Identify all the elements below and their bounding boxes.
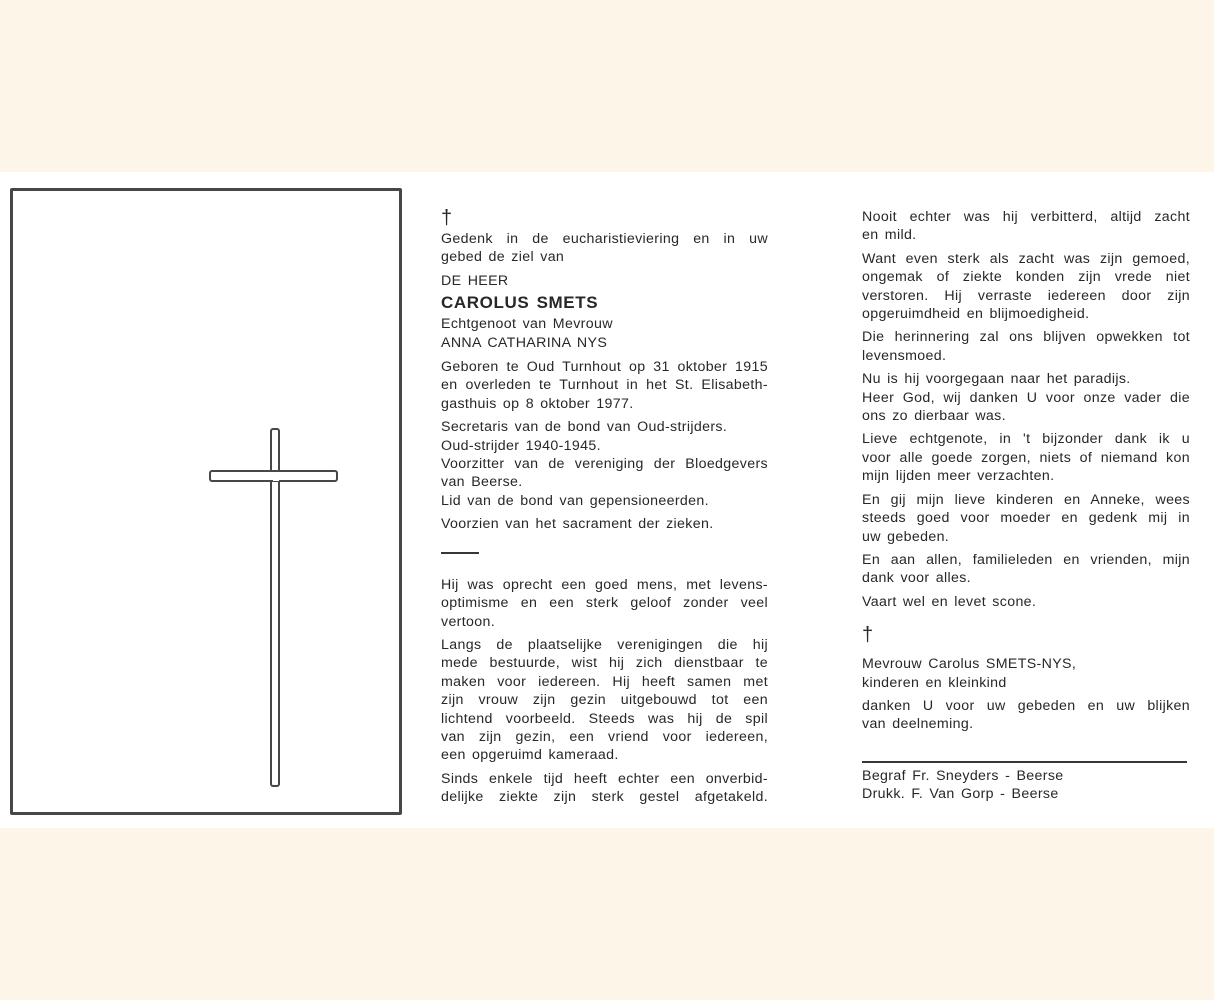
paragraph [862,208,1190,245]
line: ons zo dierbaar was. [862,408,1006,425]
intro-line: gebed de ziel van [441,249,565,266]
thanks-text [862,697,1190,734]
paragraph [862,370,1190,425]
memorial-card [0,172,1214,828]
role-line: van Beerse. [441,474,523,491]
credit-undertaker: Begraf Fr. Sneyders - Beerse [862,767,1064,784]
line: Lieve echtgenote, in 't bijzonder dank ik u [862,431,1190,448]
divider [862,761,1187,763]
farewell-text: Vaart wel en levet scone. [862,593,1037,610]
divider [441,552,479,554]
left-panel-frame [10,188,402,815]
line: danken U voor uw gebeden en uw blijken [862,697,1190,714]
line: en mild. [862,227,917,244]
line: lichtend voorbeeld. Steeds was hij de spil [441,710,768,727]
paragraph [862,328,1190,365]
sacrament-text: Voorzien van het sacrament der zieken. [441,516,714,533]
line: mijn lijden meer verzachten. [862,468,1055,485]
line: van zijn gezin, een vriend voor iedereen, [441,728,768,745]
line: Nu is hij voorgegaan naar het paradijs. [862,371,1131,388]
line: mede bestuurde, wist hij zich dienstbaar te [441,655,768,672]
paragraph [862,430,1190,485]
intro-line: Gedenk in de eucharistieviering en in uw [441,231,768,247]
line: opgeruimdheid en blijmoedigheid. [862,306,1090,323]
birth-death-text [441,358,768,413]
line: Heer God, wij danken U voor onze vader die [862,389,1190,406]
line: Mevrouw Carolus SMETS-NYS, [862,656,1077,673]
role-line: Voorzitter van de vereniging der Bloedgevers [441,456,768,473]
title: DE HEER [441,272,509,289]
role-line: Oud-strijder 1940-1945. [441,437,601,454]
line: steeds goed voor moeder en gedenk mij in [862,510,1190,527]
cross-joint [273,473,279,481]
line: ongemak of ziekte konden zijn vrede niet [862,269,1190,286]
line: Want even sterk als zacht was zijn gemoed, [862,250,1190,267]
line: delijke ziekte zijn sterk gestel afgetakeld. [441,789,768,806]
role-line: Lid van de bond van gepensioneerden. [441,492,709,509]
birth-line: en overleden te Turnhout in het St. Elisabeth- [441,377,768,394]
spouse-name: ANNA CATHARINA NYS [441,334,608,351]
text-column-left [441,208,768,812]
paragraph [441,576,768,631]
deceased-name: CAROLUS SMETS [441,293,599,313]
birth-line: Geboren te Oud Turnhout op 31 oktober 1915 [441,359,768,376]
text-column-right [862,208,1190,804]
paragraph [441,636,768,765]
line: levensmoed. [862,347,947,364]
line: En aan allen, familieleden en vrienden, mijn [862,551,1190,568]
line: En gij mijn lieve kinderen en Anneke, wees [862,491,1190,508]
birth-line: gasthuis op 8 oktober 1977. [441,395,634,412]
line: Langs de plaatselijke verenigingen die hij [441,636,768,653]
line: voor alle goede zorgen, niets of niemand kon [862,449,1190,466]
dagger-icon: † [441,207,453,229]
roles-list [441,418,768,510]
line: vertoon. [441,613,496,630]
paragraph [862,250,1190,324]
paragraph [862,551,1190,588]
line: verstoren. Hij verraste iedereen door zijn [862,287,1190,304]
line: maken voor iedereen. Hij heeft samen met [441,673,768,690]
intro-text [441,230,768,267]
spouse-label: Echtgenoot van Mevrouw [441,316,613,333]
line: dank voor alles. [862,570,971,587]
line: Sinds enkele tijd heeft echter een onverbid- [441,770,768,787]
line: Hij was oprecht een goed mens, met levens- [441,576,768,593]
role-line: Secretaris van de bond van Oud-strijders. [441,419,728,436]
line: Die herinnering zal ons blijven opwekken tot [862,329,1190,346]
line: van deelneming. [862,716,974,733]
credit-printer: Drukk. F. Van Gorp - Beerse [862,786,1059,803]
line: optimisme en een sterk geloof zonder veel [441,595,768,612]
line: zijn vrouw zijn gezin uitgebouwd tot een [441,692,768,709]
paragraph [862,491,1190,546]
line: een opgeruimd kameraad. [441,747,619,764]
line: kinderen en kleinkind [862,674,1007,691]
family-text [862,655,1190,692]
line: uw gebeden. [862,528,950,545]
dagger-icon: † [862,624,874,647]
line: Nooit echter was hij verbitterd, altijd zacht [862,209,1190,225]
paragraph [441,770,768,807]
